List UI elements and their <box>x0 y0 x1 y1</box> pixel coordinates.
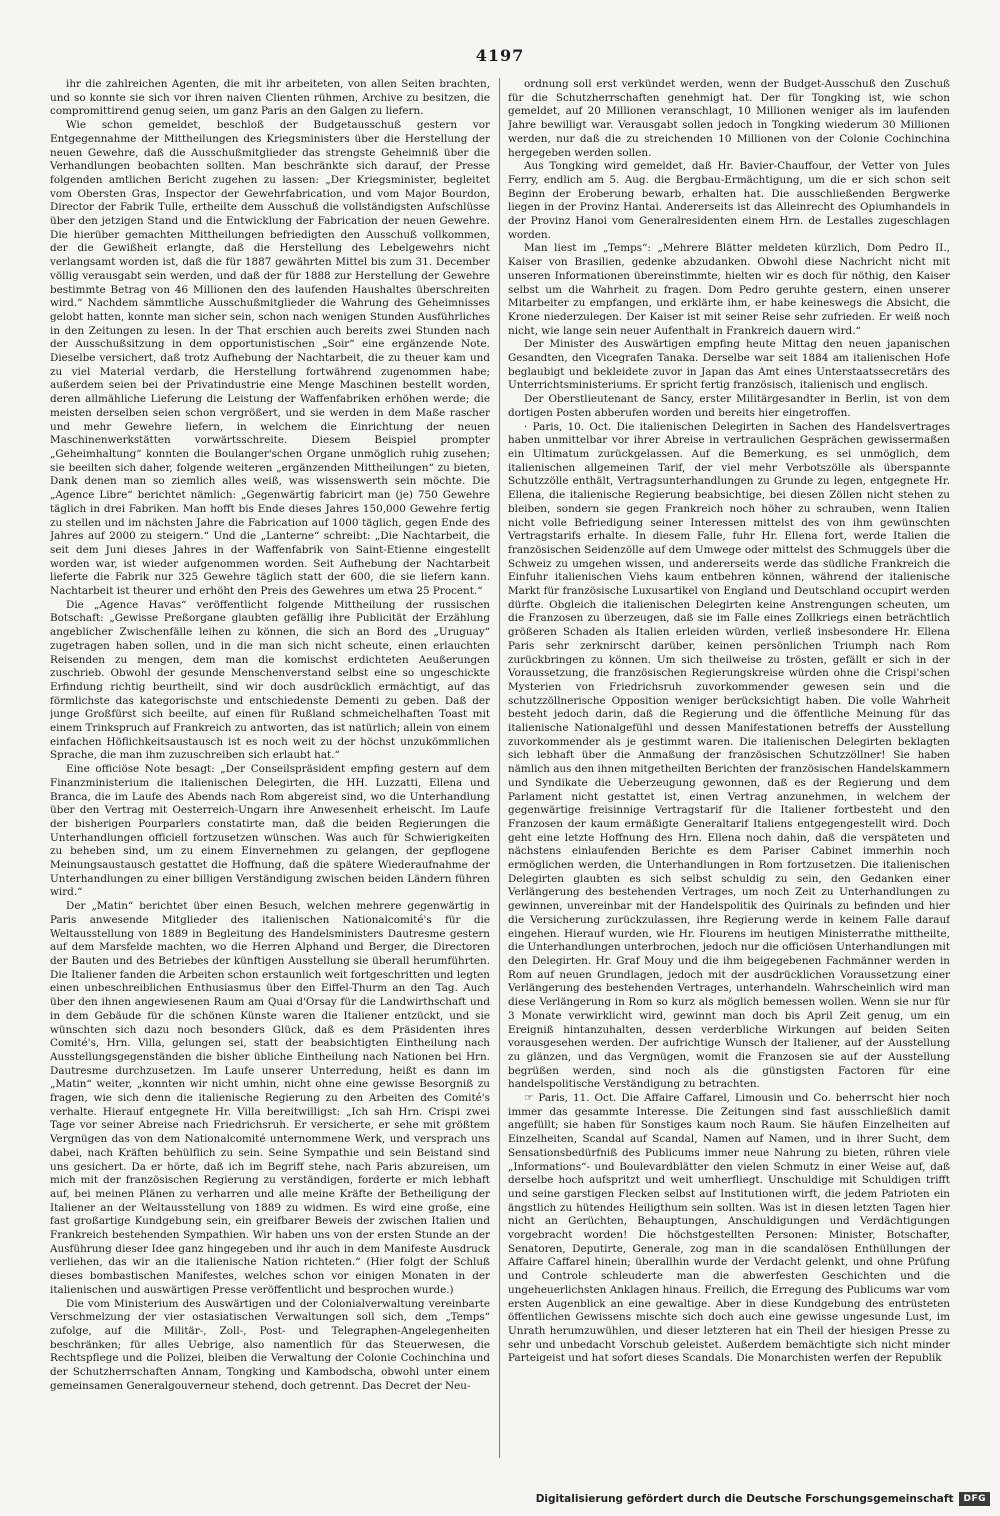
article-paragraph: Der „Matin“ berichtet über einen Besuch, welchen mehrere gegenwärtig in Paris anwesende Mitglieder des italienischen Nationalcomité's für die Weltausstellung von 1889 in Begleitung des Handelsministers Dautresme gestern auf dem Marsfelde machten, wo die Herren Alphand und Berger, die Directoren der Bauten und des Betriebes der künftigen Ausstellung sie überall herumführten. Die Italiener fanden die Arbeiten schon erstaunlich weit fortgeschritten und legten einen unbeschreiblichen Enthusiasmus über den Eiffel-Thurm an den Tag. Auch über den ihnen angewiesenen Raum am Quai d'Orsay für die Landwirthschaft und in dem Gebäude für die schönen Künste waren die Italiener entzückt, und sie wünschten sich dazu noch besonders Glück, daß es dem Präsidenten ihres Comité's, Hrn. Villa, gelungen sei, statt der beabsichtigten Eintheilung nach Ausstellungsgegenständen die bisher übliche Eintheilung nach Nationen bei Hrn. Dautresme durchzusetzen. Im Laufe unserer Unterredung, heißt es dann im „Matin“ weiter, „konnten wir nicht umhin, nicht ohne eine gewisse Besorgniß zu fragen, wie sich denn die italienische Regierung zu den Arbeiten des Comité's verhalte. Hierauf entgegnete Hr. Villa bereitwilligst: „Ich sah Hrn. Crispi zwei Tage vor seiner Abreise nach Friedrichsruh. Er versicherte, er sehe mit größtem Vergnügen das von dem Nationalcomité unternommene Werk, und versprach uns dabei, nach Kräften behülflich zu sein. Seine Sympathie und sein Beistand sind uns gesichert. Da er hörte, daß ich im Begriff stehe, nach Paris abzureisen, um mich mit der französischen Regierung zu verständigen, forderte er mich lebhaft auf, bei meinen Plänen zu verharren und alle meine Kräfte der Betheiligung der Italiener an der Weltausstellung von 1889 zu widmen. Es wird eine große, eine fast großartige Kundgebung sein, ein greifbarer Beweis der zwischen Italien und Frankreich bestehenden Sympathien. Wir haben uns von der ersten Stunde an der Ausführung dieser Idee ganz hingegeben und ihr auch in dem Manifeste Ausdruck verliehen, das wir an die italienische Nation richteten.“ (Hier folgt der Schluß dieses bombastischen Manifestes, welches schon vor einigen Monaten in der italienischen und auswärtigen Presse veröffentlicht und besprochen wurde.) <box>50 900 490 1296</box>
dfg-logo: DFG <box>959 1492 990 1506</box>
article-paragraph: Der Oberstlieutenant de Sancy, erster Militärgesandter in Berlin, ist von dem dortigen Posten abberufen worden und bereits hier eingetroffen. <box>508 393 950 419</box>
article-paragraph: Die „Agence Havas“ veröffentlicht folgende Mittheilung der russischen Botschaft: „Gewisse Preßorgane glaubten gefällig ihre Publicität der Erzählung angeblicher Zwischenfälle leihen zu können, die sich an Bord des „Uruguay“ zugetragen haben sollen, und in die man sich nicht scheute, einen erlauchten Reisenden zu mengen, dem man die komischst erdichteten Aeußerungen zuschrieb. Obwohl der gesunde Menschenverstand selbst eine so ungeschickte Erfindung richtig beurtheilt, sind wir doch ausdrücklich ermächtigt, auf das förmlichste das kategorischste und entschiedenste Dementi zu geben. Daß der junge Großfürst sich beeilte, auf einen für Rußland schmeichelhaften Toast mit einem Trinkspruch auf Frankreich zu antworten, das ist natürlich; allein von einem einfachen Höflichkeitsaustausch ist es noch weit zu der höchst unzukömmlichen Sprache, die man ihm zuzuschreiben sich erlaubt hat.“ <box>50 598 490 762</box>
page-number: 4197 <box>475 46 525 65</box>
funding-text: Digitalisierung gefördert durch die Deutsche Forschungsgemeinschaft <box>535 1493 954 1505</box>
article-paragraph: ordnung soll erst verkündet werden, wenn der Budget-Ausschuß den Zuschuß für die Schutzherrschaften genehmigt hat. Der für Tongking ist, wie schon gemeldet, auf 20 Millionen veranschlagt, 10 Millionen weniger als im laufenden Jahre bewilligt war. Verausgabt sollen jedoch in Tongking wiederum 30 Millionen werden, nur daß die zu streichenden 10 Millionen von der Colonie Cochinchina hergegeben werden sollen. <box>508 78 950 159</box>
funding-footer <box>536 1490 990 1508</box>
article-paragraph: ihr die zahlreichen Agenten, die mit ihr arbeiteten, von allen Seiten brachten, und so konnte sie sich vor ihren naiven Clienten rühmen, Archive zu besitzen, die compromittirend genug seien, um ganz Paris an den Galgen zu liefern. <box>50 78 490 118</box>
column-divider <box>499 78 500 1458</box>
article-paragraph: Eine officiöse Note besagt: „Der Conseilspräsident empfing gestern auf dem Finanzministerium die italienischen Delegirten, die HH. Luzzatti, Ellena und Branca, die im Laufe des Abends nach Rom abgereist sind, wo die Unterhandlung über den Vertrag mit Oesterreich-Ungarn ihre Anwesenheit erheischt. Im Laufe der bisherigen Pourparlers constatirte man, daß die beiden Regierungen die Unterhandlungen officiell fortzusetzen wünschen. Was auch für Schwierigkeiten zu beheben sind, um zu einem Einvernehmen zu gelangen, der gepflogene Meinungsaustausch gestattet die Hoffnung, daß die spätere Wiederaufnahme der Unterhandlungen zu einer billigen Verständigung zwischen beiden Ländern führen wird.“ <box>50 763 490 899</box>
article-paragraph: Die vom Ministerium des Auswärtigen und der Colonialverwaltung vereinbarte Verschmelzung der vier ostasiatischen Verwaltungen soll sich, dem „Temps“ zufolge, auf die Militär-, Zoll-, Post- und Telegraphen-Angelegenheiten beschränken; für alles Uebrige, also namentlich für das Steuerwesen, die Rechtspflege und die Polizei, bleiben die Verwaltung der Colonie Cochinchina und der Schutzherrschaften Annam, Tongking und Kambodscha, obwohl unter einem gemeinsamen Generalgouverneur stehend, doch getrennt. Das Decret der Neu- <box>50 1297 490 1392</box>
left-column <box>50 78 490 1488</box>
article-paragraph: · Paris, 10. Oct. Die italienischen Delegirten in Sachen des Handelsvertrages haben unmittelbar vor ihrer Abreise in vertraulichen Gesprächen gewissermaßen ein Ultimatum zurückgelassen. Auf die Bemerkung, es sei unmöglich, dem italienischen allgemeinen Tarif, der viel mehr Verbotszölle als überspannte Schutzzölle enthält, Vertragsunterhandlungen zu Grunde zu legen, entgegnete Hr. Ellena, die italienische Regierung beabsichtige, bei diesen Zöllen nicht stehen zu bleiben, sondern sie gegen Frankreich noch höher zu schrauben, wenn Italien nicht volle Befriedigung seiner Interessen mittelst des von ihm gewünschten Vertragstarifs erhalte. In diesem Falle, fuhr Hr. Ellena fort, werde Italien die französischen Seidenzölle auf dem Umwege oder mittelst des Schmuggels über die Schweiz zu umgehen wissen, und andererseits werde das südliche Frankreich die Einfuhr italienischen Viehs kaum entbehren können, während der italienische Markt für französische Luxusartikel von England und Deutschland occupirt werden dürfte. Obgleich die italienischen Delegirten keine Anstrengungen scheuten, um die Franzosen zu überzeugen, daß sie im Falle eines Zollkriegs einen beträchtlich größeren Schaden als Italien erleiden würden, verließ insbesondere Hr. Ellena Paris sehr zerknirscht darüber, keinen persönlichen Triumph nach Rom zurückbringen zu können. Um sich theilweise zu trösten, gefällt er sich in der Voraussetzung, die französischen Regierungskreise würden ohne die Crispi'schen Mysterien von Friedrichsruh zuvorkommender gewesen sein und die schutzzöllnerische Opposition weniger berücksichtigt haben. Die volle Wahrheit besteht jedoch darin, daß die Regierung und die öffentliche Meinung für das italienische Nationalgefühl und dessen Manifestationen betreffs der Ausstellung zuvorkommender als je gestimmt waren. Die italienischen Delegirten beklagten sich lebhaft über die Anmaßung der französischen Schutzzöllner! Sie haben nämlich aus den ihnen mitgetheilten Berichten der französischen Handelskammern und Syndikate die Ueberzeugung gewonnen, daß es der Regierung und dem Parlament nicht gestattet ist, einen Vertrag anzunehmen, in welchem der gegenwärtige freisinnige Vertragstarif für die Italiener fortbesteht und den Franzosen der kaum ermäßigte Generaltarif Italiens entgegengestellt wird. Doch geht eine letzte Hoffnung des Hrn. Ellena noch dahin, daß die verspäteten und nächstens einlaufenden Berichte es dem Pariser Cabinet immerhin noch ermöglichen werden, die Unterhandlungen in Rom fortzusetzen. Die italienischen Delegirten glaubten es sich selbst schuldig zu sein, den Gedanken einer Verlängerung des bestehenden Vertrages, um noch Zeit zu Unterhandlungen zu gewinnen, unvereinbar mit der Handelspolitik des Quirinals zu befinden und hier die Versicherung zurückzulassen, ihre Regierung werde in keinem Falle darauf eingehen. Hierauf wurden, wie Hr. Flourens im heutigen Ministerrathe mittheilte, die Unterhandlungen unterbrochen, jedoch nur die officiösen Unterhandlungen mit den Delegirten. Hr. Graf Mouy und die ihm beigegebenen Fachmänner werden in Rom auf neuen Grundlagen, jedoch mit der ausdrücklichen Voraussetzung einer Verlängerung des bestehenden Vertrages, unterhandeln. Wahrscheinlich wird man diese Verlängerung in Rom so kurz als möglich bemessen wollen. Wenn sie nur für 3 Monate verwirklicht wird, gewinnt man doch bis April Zeit genug, um ein Ereigniß hintanzuhalten, dessen verderbliche Wirkungen auf beiden Seiten vorausgesehen werden. Der aufrichtige Wunsch der Italiener, auf der Ausstellung zu glänzen, und das Vergnügen, womit die Franzosen sie auf der Ausstellung begrüßen werden, sind noch als die günstigsten Factoren für eine handelspolitische Verständigung zu betrachten. <box>508 420 950 1091</box>
article-paragraph: ☞ Paris, 11. Oct. Die Affaire Caffarel, Limousin und Co. beherrscht hier noch immer das gesammte Interesse. Die Zeitungen sind fast ausschließlich damit angefüllt; sie haben für Sonstiges kaum noch Raum. Sie häufen Einzelheiten auf Einzelheiten, Scandal auf Scandal, Namen auf Namen, und in ihrer Sucht, dem Sensationsbedürfniß des Publicums immer neue Nahrung zu bieten, rühren viele „Informations“- und Boulevardblätter den vielen Schmutz in einer Weise auf, daß derselbe hoch aufspritzt und weit umherfliegt. Unschuldige mit Schuldigen trifft und seine garstigen Flecken selbst auf Institutionen wirft, die jedem Patrioten ein ängstlich zu hütendes Heiligthum sein sollten. Was ist in diesen letzten Tagen hier nicht an Gerüchten, Behauptungen, Anschuldigungen und Verdächtigungen vorgebracht worden! Die höchstgestellten Personen: Minister, Botschafter, Senatoren, Deputirte, Generale, zog man in die scandalösen Enthüllungen der Affaire Caffarel hinein; überallhin wurde der Verdacht gelenkt, und ohne Prüfung und Controle schleuderte man die abwerfesten Geschichten und die ungeheuerlichsten Anklagen hinaus. Freilich, die Erregung des Publicums war vom ersten Augenblick an eine gewaltige. Aber in diese Kundgebung des entrüsteten öffentlichen Gewissens mischte sich doch auch eine gewisse ungesunde Lust, im Unrath herumzuwühlen, und dieser letzteren hat ein Theil der hiesigen Presse zu sehr und unbedacht Vorschub geleistet. Außerdem bemächtigte sich nicht minder Parteigeist und hat sofort dieses Scandals. Die Monarchisten werfen der Republik <box>508 1092 950 1365</box>
right-column <box>508 78 950 1488</box>
article-paragraph: Der Minister des Auswärtigen empfing heute Mittag den neuen japanischen Gesandten, den Vicegrafen Tanaka. Derselbe war seit 1884 am italienischen Hofe beglaubigt und bekleidete zuvor in Japan das Amt eines Unterstaatssecretärs des Unterrichtsministeriums. Er spricht fertig französisch, italienisch und englisch. <box>508 338 950 392</box>
article-paragraph: Aus Tongking wird gemeldet, daß Hr. Bavier-Chauffour, der Vetter von Jules Ferry, endlich am 5. Aug. die Bergbau-Ermächtigung, um die er sich schon seit Beginn der Eroberung bewarb, erhalten hat. Die ausschließenden Bergwerke liegen in der Provinz Hantai. Andererseits ist das Alleinrecht des Opiumhandels in der Provinz Hanoi vom Generalresidenten einem Hrn. de Lestalles zugeschlagen worden. <box>508 160 950 241</box>
article-paragraph: Man liest im „Temps“: „Mehrere Blätter meldeten kürzlich, Dom Pedro II., Kaiser von Brasilien, gedenke abzudanken. Obwohl diese Nachricht nicht mit unseren Informationen übereinstimmte, hielten wir es doch für nöthig, den Kaiser selbst um die Wahrheit zu fragen. Dom Pedro geruhte gestern, einen unserer Mitarbeiter zu empfangen, und erklärte ihm, er habe keineswegs die Absicht, die Krone niederzulegen. Der Kaiser ist mit seiner Reise sehr zufrieden. Er weiß noch nicht, wie lange sein neuer Aufenthalt in Frankreich dauern wird.“ <box>508 242 950 337</box>
article-paragraph: Wie schon gemeldet, beschloß der Budgetausschuß gestern vor Entgegennahme der Mittheilungen des Kriegsministers über die Herstellung der neuen Gewehre, daß die Ausschußmitglieder das strengste Geheimniß über die Verhandlungen beobachten sollten. Man beschränkte sich darauf, der Presse folgenden amtlichen Bericht zugehen zu lassen: „Der Kriegsminister, begleitet vom Obersten Gras, Inspector der Gewehrfabrication, und vom Major Bourdon, Director der Fabrik Tulle, ertheilte dem Ausschuß die vollständigsten Aufschlüsse über den jetzigen Stand und die Entwicklung der Fabrication der neuen Gewehre. Die hierüber gemachten Mittheilungen befriedigten den Ausschuß vollkommen, der die Gewißheit erlangte, daß die Herstellung des Lebelgewehrs nicht verlangsamt worden ist, daß die für 1887 gewährten Mittel bis zum 31. December völlig verausgabt sein werden, und daß der für 1888 zur Herstellung der Gewehre bestimmte Betrag von 46 Millionen den des laufenden Haushaltes überschreiten wird.“ Nachdem sämmtliche Ausschußmitglieder die Wahrung des Geheimnisses gelobt hatten, konnte man sicher sein, schon nach wenigen Stunden Ausführliches in den Zeitungen zu lesen. In der That erschien auch bereits zwei Stunden nach der Ausschußsitzung in dem opportunistischen „Soir“ eine ergänzende Note. Dieselbe versichert, daß trotz Aufhebung der Nachtarbeit, die zu theuer kam und zu viel Material verdarb, die Herstellung fortwährend zugenommen habe; außerdem seien bei der Privatindustrie eine Menge Maschinen bestellt worden, deren allmähliche Lieferung die Leistung der Waffenfabriken erhöhen werde; die meisten derselben seien schon vergrößert, und sie werden in dem Maße rascher und mehr Gewehre liefern, in welchem die Einrichtung der neuen Maschinenwerkstätten vorwärtsschreite. Diesem Beispiel prompter „Geheimhaltung“ konnten die Boulanger'schen Organe unmöglich ruhig zusehen; sie beeilten sich daher, folgende weiteren „ergänzenden Mittheilungen“ zu bieten, Dank denen man so ziemlich alles weiß, was wissenswerth sein möchte. Die „Agence Libre“ berichtet nämlich: „Gegenwärtig fabricirt man (je) 750 Gewehre täglich in drei Fabriken. Man hofft bis Ende dieses Jahres 150,000 Gewehre fertig zu stellen und im nächsten Jahre die Fabrication auf 1000 täglich, gegen Ende des Jahres auf 2000 zu steigern.“ Und die „Lanterne“ schreibt: „Die Nachtarbeit, die seit dem Juni dieses Jahres in der Waffenfabrik von Saint-Etienne eingestellt worden war, ist wieder aufgenommen worden. Seit Aufhebung der Nachtarbeit lieferte die Fabrik nur 325 Gewehre täglich statt der 600, die sie liefern kann. Nachtarbeit ist theurer und erhöht den Preis des Gewehres um etwa 25 Procent.“ <box>50 119 490 598</box>
